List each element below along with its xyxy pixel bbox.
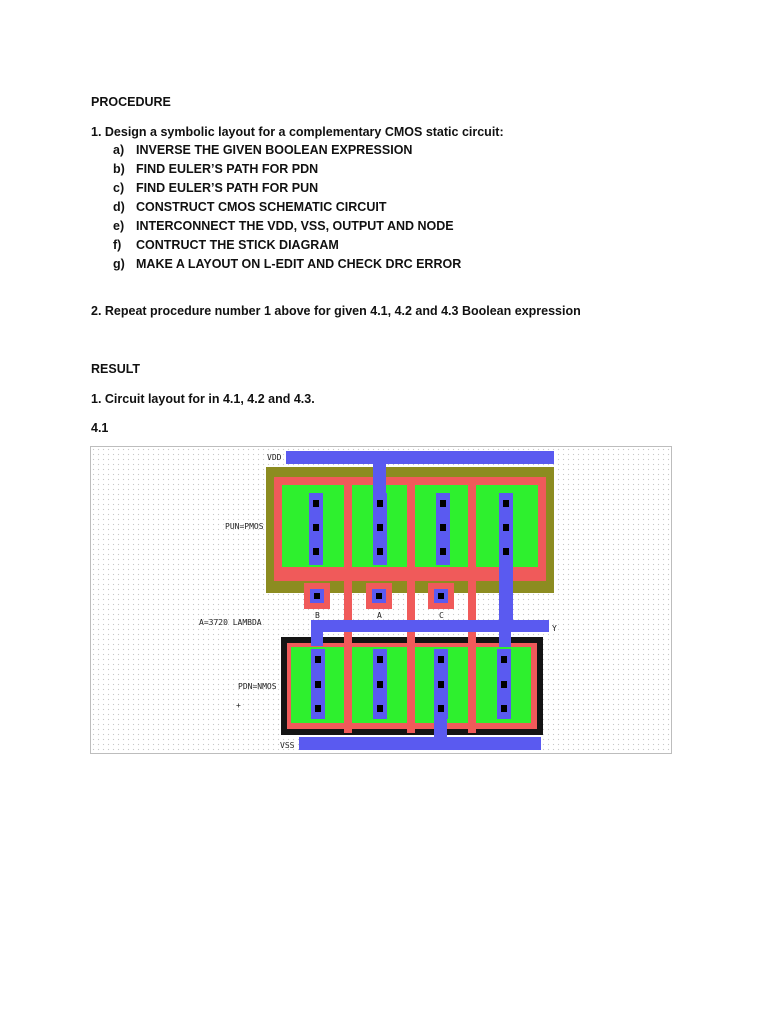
vdd-rail [286,451,554,464]
substep-letter: c) [113,181,125,195]
output-rail [311,620,549,632]
vdd-tap [373,457,386,493]
output-drop [499,559,513,625]
contact-dot [438,593,444,599]
contact-cut [377,548,383,555]
contact-cut [440,524,446,531]
substep-letter: g) [113,257,125,271]
substep-letter: f) [113,238,122,252]
result-item-1: 1. Circuit layout for in 4.1, 4.2 and 4.3. [91,392,315,406]
output-to-nmos [311,620,323,646]
substep-text: CONSTRUCT CMOS SCHEMATIC CIRCUIT [136,200,387,214]
contact-cut [377,681,383,688]
substep-letter: e) [113,219,125,233]
contact-cut [440,500,446,507]
result-subheading: 4.1 [91,421,109,435]
vss-rail [299,737,541,750]
input-a-label: A [377,611,382,620]
substep-letter: a) [113,143,125,157]
origin-mark: + [236,701,241,710]
contact-cut [501,656,507,663]
contact-cut [377,524,383,531]
procedure-heading: PROCEDURE [91,95,171,109]
output-label: Y [552,624,557,633]
substep-text: INTERCONNECT THE VDD, VSS, OUTPUT AND NODE [136,219,454,233]
contact-cut [438,656,444,663]
procedure-step-2: 2. Repeat procedure number 1 above for given 4.1, 4.2 and 4.3 Boolean expression [91,304,581,318]
procedure-step-1: 1. Design a symbolic layout for a complementary CMOS static circuit: [91,125,504,139]
contact-cut [315,681,321,688]
substep-letter: b) [113,162,125,176]
substep-text: MAKE A LAYOUT ON L-EDIT AND CHECK DRC ERROR [136,257,462,271]
substep-text: FIND EULER’S PATH FOR PUN [136,181,319,195]
layout-canvas [91,447,671,753]
contact-cut [503,548,509,555]
contact-cut [440,548,446,555]
contact-cut [503,524,509,531]
contact-cut [501,681,507,688]
poly-gate-a [407,483,415,733]
vdd-label: VDD [267,453,282,462]
poly-gate-c [468,483,476,733]
pun-label: PUN=PMOS [225,522,264,531]
substep-text: INVERSE THE GIVEN BOOLEAN EXPRESSION [136,143,413,157]
contact-cut [438,705,444,712]
contact-cut [377,656,383,663]
contact-cut [503,500,509,507]
substep-letter: d) [113,200,125,214]
input-b-label: B [315,611,320,620]
circuit-layout-figure [90,446,672,754]
result-heading: RESULT [91,362,141,376]
contact-cut [313,524,319,531]
input-c-label: C [439,611,444,620]
contact-cut [438,681,444,688]
contact-cut [315,705,321,712]
contact-dot [376,593,382,599]
pdn-label: PDN=NMOS [238,682,277,691]
poly-gate-b [344,483,352,733]
vss-label: VSS [280,741,295,750]
contact-cut [315,656,321,663]
contact-dot [314,593,320,599]
substep-text: FIND EULER’S PATH FOR PDN [136,162,319,176]
output-to-nmos-right [499,627,511,647]
contact-cut [377,705,383,712]
substep-text: CONTRUCT THE STICK DIAGRAM [136,238,339,252]
contact-cut [313,500,319,507]
contact-cut [313,548,319,555]
area-label: A=3720 LAMBDA [199,618,262,627]
contact-cut [501,705,507,712]
contact-cut [377,500,383,507]
